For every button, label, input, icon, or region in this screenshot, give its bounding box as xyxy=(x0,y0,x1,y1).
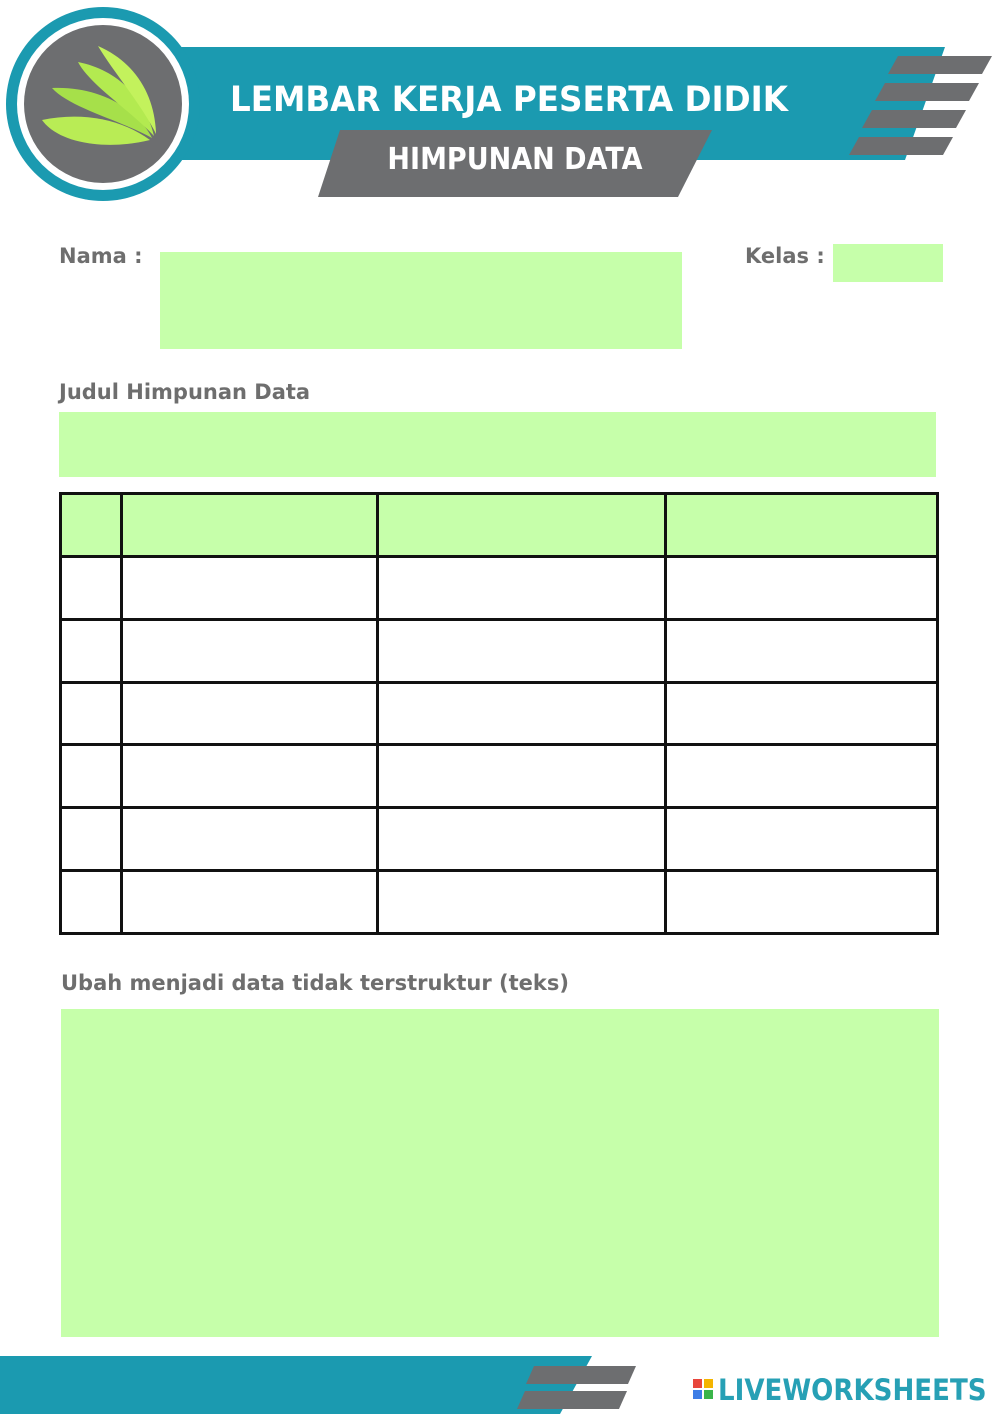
table-cell[interactable] xyxy=(666,808,938,871)
table-cell[interactable] xyxy=(666,619,938,682)
table-cell[interactable] xyxy=(378,745,666,808)
table-cell[interactable] xyxy=(378,682,666,745)
table-cell[interactable] xyxy=(122,619,378,682)
unstructured-label: Ubah menjadi data tidak terstruktur (teks) xyxy=(61,971,569,995)
dataset-title-label: Judul Himpunan Data xyxy=(59,380,311,404)
table-cell[interactable] xyxy=(61,682,122,745)
liveworksheets-logo-icon xyxy=(693,1379,713,1399)
table-cell[interactable] xyxy=(378,871,666,934)
table-cell[interactable] xyxy=(378,556,666,619)
table-header-row xyxy=(61,494,938,557)
name-label: Nama : xyxy=(59,244,143,268)
table-cell[interactable] xyxy=(666,871,938,934)
table-header-cell[interactable] xyxy=(378,494,666,557)
table-cell[interactable] xyxy=(666,745,938,808)
name-field[interactable] xyxy=(160,252,682,349)
table-cell[interactable] xyxy=(61,745,122,808)
table-header-cell[interactable] xyxy=(122,494,378,557)
table-row xyxy=(61,871,938,934)
table-cell[interactable] xyxy=(122,808,378,871)
table-header-cell[interactable] xyxy=(61,494,122,557)
table-cell[interactable] xyxy=(122,556,378,619)
dataset-title-field[interactable] xyxy=(59,412,936,477)
table-row xyxy=(61,619,938,682)
table-cell[interactable] xyxy=(61,556,122,619)
table-row xyxy=(61,808,938,871)
class-field[interactable] xyxy=(833,244,943,282)
worksheet-title: LEMBAR KERJA PESERTA DIDIK xyxy=(230,80,788,120)
table-cell[interactable] xyxy=(378,808,666,871)
table-row xyxy=(61,745,938,808)
table-row xyxy=(61,682,938,745)
table-cell[interactable] xyxy=(122,682,378,745)
table-cell[interactable] xyxy=(122,871,378,934)
worksheet-subtitle: HIMPUNAN DATA xyxy=(387,142,643,177)
logo-badge xyxy=(6,7,200,201)
table-cell[interactable] xyxy=(61,619,122,682)
table-cell[interactable] xyxy=(122,745,378,808)
class-label: Kelas : xyxy=(745,244,825,268)
unstructured-text-field[interactable] xyxy=(61,1009,939,1337)
table-cell[interactable] xyxy=(666,556,938,619)
table-cell[interactable] xyxy=(61,808,122,871)
liveworksheets-brand[interactable]: LIVEWORKSHEETS xyxy=(718,1373,987,1407)
data-table xyxy=(59,492,939,935)
table-cell[interactable] xyxy=(378,619,666,682)
table-row xyxy=(61,556,938,619)
table-cell[interactable] xyxy=(666,682,938,745)
table-cell[interactable] xyxy=(61,871,122,934)
footer-teal-band xyxy=(0,1356,592,1414)
table-header-cell[interactable] xyxy=(666,494,938,557)
